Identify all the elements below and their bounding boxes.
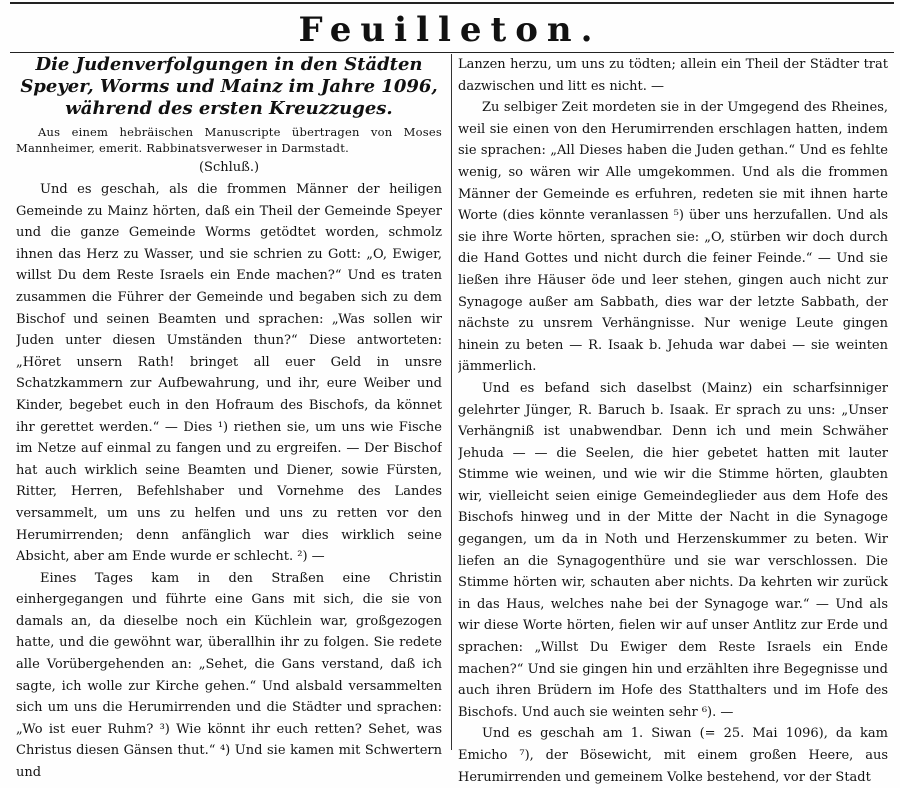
conclusion-marker: (Schluß.) (198, 160, 260, 175)
left-column (16, 54, 442, 784)
paragraph: Und es geschah am 1. Siwan (= 25. Mai 1096), da kam Emicho ⁷), der Bösewicht, mit einem großen Heere, aus Herumirrenden und gemeinem Volke bestehend, vor der Stadt (458, 726, 888, 785)
article-title: Die Judenverfolgungen in den Städten Speyer, Worms und Mainz im Jahre 1096, während des ersten Kreuzzuges. (20, 54, 438, 119)
paragraph: Und es befand sich daselbst (Mainz) ein scharfsinniger gelehrter Jünger, R. Baruch b. Isaak. Er sprach zu uns: „Unser Verhängniß ist unabwendbar. Denn ich und mein Schwäher Jehuda — — die Seelen, die hier gebetet hatten mit lauter Stimme wie weinen, und wie wir die Stimme hörten, glaubten wir, vielleicht seien einige Gemeindeglieder aus dem Hofe des Bischofs hinweg und in der Mitte der Nacht in die Synagoge gegangen, um da in Noth und Herzenskummer zu beten. Wir liefen an die Synagogenthüre und sie war verschlossen. Die Stimme hörten wir, schauten aber nichts. Da kehrten wir zurück in das Haus, welches nahe bei der Synagoge war.“ — Und als wir diese Worte hörten, fielen wir auf unser Antlitz zur Erde und sprachen: „Willst Du Ewiger dem Reste Israels ein Ende machen?“ Und sie gingen hin und erzählten ihre Begegnisse und auch ihren Brüdern im Hofe des Statthalters und im Hofe des Bischofs. Und auch sie weinten sehr ⁶). — (458, 380, 888, 720)
article-subtitle: Aus einem hebräischen Manuscripte übertragen von Moses Mannheimer, emerit. Rabbinatsverweser in Darmstadt. (16, 125, 442, 155)
header-rule (10, 52, 894, 53)
paragraph: Lanzen herzu, um uns zu tödten; allein ein Theil der Städter trat dazwischen und litt es nicht. — (458, 57, 888, 94)
paragraph: Eines Tages kam in den Straßen eine Christin einhergegangen und führte eine Gans mit sich, die sie von damals an, da dieselbe noch ein Küchlein war, großgezogen hatte, und die gewöhnt war, überallhin ihr zu folgen. Sie redete alle Vorübergehenden an: „Sehet, die Gans verstand, daß ich sagte, ich wolle zur Kirche gehen.“ Und alsbald versammelten sich um uns die Herumirrenden und die Städter und sprachen: „Wo ist euer Ruhm? ³) Wie könnt ihr euch retten? Sehet, was Christus diesen Gänsen thut.“ ⁴) Und sie kamen mit Schwertern und (16, 570, 442, 781)
paragraph: Zu selbiger Zeit mordeten sie in der Umgegend des Rheines, weil sie einen von den Herumirrenden erschlagen hatten, indem sie sprachen: „All Dieses haben die Juden gethan.“ Und es fehlte wenig, so wären wir Alle umgekommen. Und als die frommen Männer der Gemeinde es erfuhren, redeten sie mit ihnen harte Worte (dies könnte veranlassen ⁵) über uns herzufallen. Und als sie ihre Worte hörten, sprachen sie: „O, stürben wir doch durch die Hand Gottes und nicht durch die feiner Feinde.“ — Und sie ließen ihre Häuser öde und leer stehen, gingen auch nicht zur Synagoge außer am Sabbath, dies war der letzte Sabbath, der nächste zu unsrem Verhängnisse. Nur wenige Leute gingen hinein zu beten — R. Isaak b. Jehuda war dabei — sie weinten jämmerlich. (458, 100, 888, 375)
paragraph: Und es geschah, als die frommen Männer der heiligen Gemeinde zu Mainz hörten, daß ein Theil der Gemeinde Speyer und die ganze Gemeinde Worms getödtet worden, schmolz ihnen das Herz zu Wasser, und sie schrien zu Gott: „O, Ewiger, willst Du dem Reste Israels ein Ende machen?“ Und es traten zusammen die Führer der Gemeinde und begaben sich zu dem Bischof und seinen Beamten und sprachen: „Was sollen wir Juden unter diesen Umständen thun?“ Diese antworteten: „Höret unsern Rath! bringet all euer Geld in unsre Schatzkammern zur Aufbewahrung, und ihr, eure Weiber und Kinder, begebet euch in den Hofraum des Bischofs, da könnet ihr gerettet werden.“ — Dies ¹) riethen sie, um uns wie Fische im Netze auf einmal zu fangen und zu ergreifen. — Der Bischof hat auch wirklich seine Beamten und Diener, sowie Fürsten, Ritter, Herren, Befehlshaber und Vornehme des Landes versammelt, um uns zu helfen und uns zu retten vor den Herumirrenden; denn anfänglich war dies wirklich seine Absicht, aber am Ende wurde er schlecht. ²) — (16, 182, 442, 565)
feuilleton-header: Feuilleton. (298, 10, 602, 50)
column-divider (451, 54, 452, 750)
right-column (458, 54, 888, 788)
top-rule (10, 2, 894, 4)
